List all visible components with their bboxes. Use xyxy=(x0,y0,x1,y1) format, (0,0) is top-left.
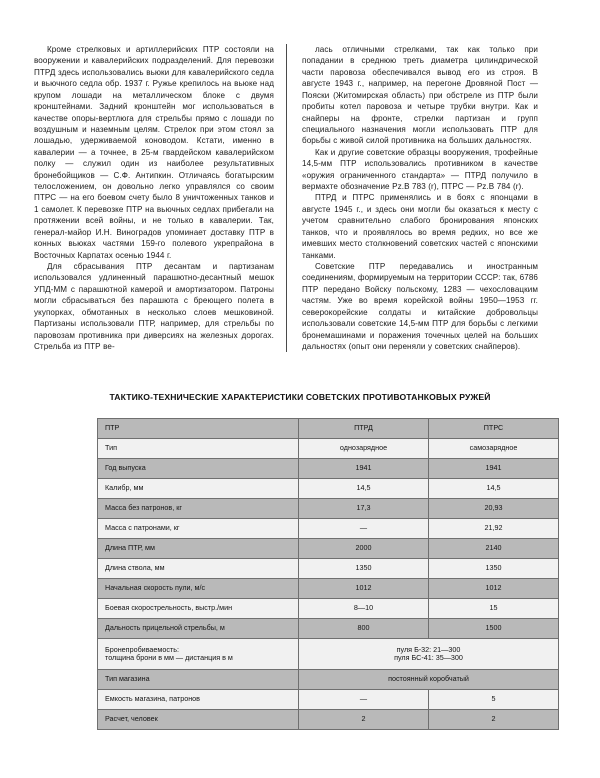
table-row xyxy=(98,439,559,459)
text-column-right xyxy=(286,44,538,352)
cell-ptrd: однозарядное xyxy=(299,439,429,459)
cell-ptrd: — xyxy=(299,519,429,539)
table-row xyxy=(98,559,559,579)
table-row xyxy=(98,539,559,559)
cell-param-line2: толщина брони в мм — дистанция в м xyxy=(105,653,233,662)
cell-param: ПТР xyxy=(98,419,299,439)
cell-ptrd: 800 xyxy=(299,619,429,639)
cell-param: Масса с патронами, кг xyxy=(98,519,299,539)
cell-ptrs: 1941 xyxy=(429,459,559,479)
cell-param-line1: Бронепробиваемость: xyxy=(105,644,179,654)
table-row-header xyxy=(98,419,559,439)
cell-ptrs: 5 xyxy=(429,690,559,710)
paragraph: Советские ПТР передавались и иностранным соединениям, формируемым на территории СССР: так, 6786 ПТР передано Войску польскому, 1283 — чехословацким частям. Уже во время корейской войны 1950—1953 гг. северокорейские солдаты и китайские добровольцы использовали советские 14,5-мм ПТР для борьбы с легкими бронемашинами и поражения точечных целей на больших дальностях (опыт они переняли у советских снайперов). xyxy=(302,262,538,351)
cell-param: Дальность прицельной стрельбы, м xyxy=(98,619,299,639)
cell-ptrd: 1012 xyxy=(299,579,429,599)
cell-ptrd: — xyxy=(299,690,429,710)
cell-merged-value: постоянный коробчатый xyxy=(299,670,559,690)
cell-ptrs: ПТРС xyxy=(429,419,559,439)
specifications-table xyxy=(97,418,559,730)
cell-ptrs: 1012 xyxy=(429,579,559,599)
cell-ptrd: 8—10 xyxy=(299,599,429,619)
cell-ptrs: 21,92 xyxy=(429,519,559,539)
cell-ptrs: 14,5 xyxy=(429,479,559,499)
cell-merged-value xyxy=(299,639,559,670)
text-column-left xyxy=(34,44,286,352)
cell-ptrs: 20,93 xyxy=(429,499,559,519)
table-row xyxy=(98,710,559,730)
cell-ptrs: 15 xyxy=(429,599,559,619)
cell-ptrs: 1500 xyxy=(429,619,559,639)
cell-param: Начальная скорость пули, м/с xyxy=(98,579,299,599)
cell-param: Длина ПТР, мм xyxy=(98,539,299,559)
table-row xyxy=(98,690,559,710)
cell-ptrd: ПТРД xyxy=(299,419,429,439)
cell-ptrd: 14,5 xyxy=(299,479,429,499)
table-row xyxy=(98,519,559,539)
cell-ptrd: 1941 xyxy=(299,459,429,479)
cell-param: Калибр, мм xyxy=(98,479,299,499)
cell-param: Длина ствола, мм xyxy=(98,559,299,579)
cell-param: Тип xyxy=(98,439,299,459)
cell-param: Год выпуска xyxy=(98,459,299,479)
cell-ptrd: 1350 xyxy=(299,559,429,579)
table-row xyxy=(98,479,559,499)
cell-param xyxy=(98,639,299,670)
table-row-magazine-type xyxy=(98,670,559,690)
cell-param: Емкость магазина, патронов xyxy=(98,690,299,710)
cell-merged-line1: пуля Б-32: 21—300 xyxy=(396,644,461,654)
cell-ptrs: самозарядное xyxy=(429,439,559,459)
table-row xyxy=(98,459,559,479)
cell-ptrd: 2000 xyxy=(299,539,429,559)
table-title: ТАКТИКО-ТЕХНИЧЕСКИЕ ХАРАКТЕРИСТИКИ СОВЕТСКИХ ПРОТИВОТАНКОВЫХ РУЖЕЙ xyxy=(109,392,491,402)
table-row xyxy=(98,499,559,519)
cell-ptrs: 1350 xyxy=(429,559,559,579)
cell-ptrd: 2 xyxy=(299,710,429,730)
paragraph: Кроме стрелковых и артиллерийских ПТР состояли на вооружении и кавалерийских подразделений. Для перевозки ПТРД здесь использовались вьюки для кавалерийского седла и вьючного седла обр. 1937 г. Ружье крепилось на вьюке над крупом лошади на металлическом блоке с двумя кронштейнами. Задний кронштейн мог использоваться в качестве опоры-вертлюга для стрельбы прямо с лошади по воздушным и наземным целям. Стрелок при этом стоял за лошадью, удерживаемой коноводом. Кстати, именно в кавалерии — а точнее, в 25-м гвардейском кавалерийском полку — служил один из наиболее результативных бронебойщиков — С.Ф. Антипкин. Отличаясь богатырским телосложением, он довольно легко управлялся со своим ПТРС — на его боевом счету было 8 уничтоженных танков и 1 самолет. К перевозке ПТР на вьючных седлах прибегали на протяжении всей войны, и не только в кавалерии. Так, генерал-майор И.Н. Виноградов упоминает доставку ПТР в конных вьюках частями 159-го полевого укрепрайона в Восточных Карпатах осенью 1944 г. xyxy=(34,45,274,260)
cell-param: Расчет, человек xyxy=(98,710,299,730)
cell-ptrs: 2 xyxy=(429,710,559,730)
paragraph: Как и другие советские образцы вооружения, трофейные 14,5-мм ПТР использовались противником в качестве «оружия ограниченного стандарта» — ПТРД получило в вермахте обозначение Pz.B 783 (r), ПТРС — Pz.B 784 (r). xyxy=(302,147,538,192)
table-row xyxy=(98,599,559,619)
cell-ptrs: 2140 xyxy=(429,539,559,559)
cell-param: Боевая скорострельность, выстр./мин xyxy=(98,599,299,619)
table-row xyxy=(98,619,559,639)
cell-param: Масса без патронов, кг xyxy=(98,499,299,519)
cell-ptrd: 17,3 xyxy=(299,499,429,519)
cell-param: Тип магазина xyxy=(98,670,299,690)
paragraph: ПТРД и ПТРС применялись и в боях с японцами в августе 1945 г., и здесь они могли бы оказаться к месту с учетом сравнительно слабого бронирования японских танков, что и проявлялось во время редких, но все же имевших место столкновений советских частей с японскими танками. xyxy=(302,193,538,260)
cell-merged-line2: пуля БС-41: 35—300 xyxy=(394,653,463,662)
table-row-armor-penetration xyxy=(98,639,559,670)
body-text-columns xyxy=(34,44,566,352)
paragraph: Для сбрасывания ПТР десантам и партизанам использовался удлиненный парашютно-десантный мешок УПД-ММ с парашютной камерой и амортизатором. Патроны могли сбрасываться без парашюта с бреющего полета в укупорках, обмотанных в несколько слоев мешковиной. Партизаны использовали ПТР, например, для стрельбы по паровозам противника при диверсиях на железных дорогах. Стрельба из ПТР ве- xyxy=(34,262,274,351)
table-row xyxy=(98,579,559,599)
paragraph: лась отличными стрелками, так как только при попадании в среднюю треть диаметра цилиндрической части паровоза обеспечивался вывод его из строя. В августе 1943 г., например, на перегоне Дровяной Пост — Пояски (Житомирская область) при обстреле из ПТР были пробиты котел паровоза и четыре трубки внутри. Как и снайперы на фронте, стрелки партизан и групп специального назначения могли использовать ПТР для борьбы с живой силой противника на больших дальностях. xyxy=(302,45,538,146)
